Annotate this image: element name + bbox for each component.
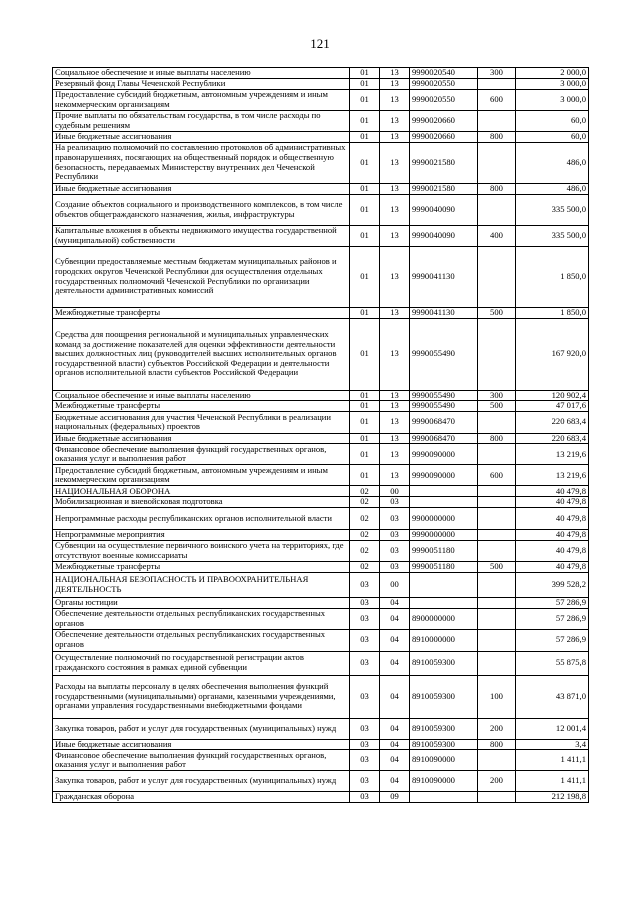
- table-row: [53, 411, 589, 433]
- row-target-article-cell: 9990020660: [410, 111, 478, 132]
- table-row: [53, 132, 589, 143]
- row-amount-cell: 13 219,6: [516, 444, 589, 465]
- row-target-article-cell: 8910090000: [410, 750, 478, 771]
- row-subsection-cell: 03: [380, 540, 410, 561]
- row-expense-type-cell: [478, 497, 516, 508]
- row-expense-type-cell: [478, 486, 516, 497]
- row-amount-cell: 335 500,0: [516, 194, 589, 225]
- row-name-cell: Капитальные вложения в объекты недвижимого имущества государственной (муниципальной) собственности: [53, 225, 350, 246]
- row-amount-cell: 1 850,0: [516, 307, 589, 318]
- row-amount-cell: 40 479,8: [516, 540, 589, 561]
- row-name-cell: Предоставление субсидий бюджетным, автономным учреждениям и иным некоммерческим организациям: [53, 465, 350, 486]
- row-amount-cell: 57 286,9: [516, 608, 589, 629]
- table-row: [53, 486, 589, 497]
- row-expense-type-cell: 200: [478, 718, 516, 739]
- row-name-cell: Финансовое обеспечение выполнения функций государственных органов, оказания услуг и выполнения работ: [53, 444, 350, 465]
- row-amount-cell: 57 286,9: [516, 629, 589, 651]
- row-expense-type-cell: 800: [478, 433, 516, 444]
- row-name-cell: Мобилизационная и вневойсковая подготовка: [53, 497, 350, 508]
- row-subsection-cell: 03: [380, 561, 410, 572]
- row-section-cell: 03: [350, 718, 380, 739]
- table-row: [53, 433, 589, 444]
- row-target-article-cell: 8910059300: [410, 651, 478, 675]
- row-amount-cell: 3,4: [516, 739, 589, 750]
- row-section-cell: 03: [350, 739, 380, 750]
- row-subsection-cell: 13: [380, 444, 410, 465]
- table-row: [53, 194, 589, 225]
- table-row: [53, 142, 589, 183]
- row-section-cell: 01: [350, 411, 380, 433]
- row-section-cell: 01: [350, 111, 380, 132]
- row-name-cell: Социальное обеспечение и иные выплаты населению: [53, 68, 350, 79]
- row-name-cell: НАЦИОНАЛЬНАЯ БЕЗОПАСНОСТЬ И ПРАВООХРАНИТЕЛЬНАЯ ДЕЯТЕЛЬНОСТЬ: [53, 572, 350, 597]
- row-subsection-cell: 13: [380, 111, 410, 132]
- row-amount-cell: 40 479,8: [516, 561, 589, 572]
- row-amount-cell: 3 000,0: [516, 79, 589, 90]
- row-amount-cell: 40 479,8: [516, 497, 589, 508]
- table-row: [53, 90, 589, 111]
- row-section-cell: 02: [350, 529, 380, 540]
- table-row: [53, 79, 589, 90]
- row-target-article-cell: 9990040090: [410, 225, 478, 246]
- row-name-cell: Осуществление полномочий по государственной регистрации актов гражданского состояния в рамках единой субвенции: [53, 651, 350, 675]
- row-target-article-cell: 8910059300: [410, 718, 478, 739]
- table-row: [53, 675, 589, 718]
- row-name-cell: Закупка товаров, работ и услуг для государственных (муниципальных) нужд: [53, 718, 350, 739]
- table-row: [53, 651, 589, 675]
- row-target-article-cell: 9990021580: [410, 142, 478, 183]
- row-section-cell: 02: [350, 486, 380, 497]
- row-section-cell: 03: [350, 608, 380, 629]
- row-subsection-cell: 13: [380, 433, 410, 444]
- row-section-cell: 03: [350, 629, 380, 651]
- row-expense-type-cell: [478, 79, 516, 90]
- row-amount-cell: 55 875,8: [516, 651, 589, 675]
- row-amount-cell: 60,0: [516, 132, 589, 143]
- row-target-article-cell: 8910059300: [410, 675, 478, 718]
- table-row: [53, 111, 589, 132]
- row-section-cell: 03: [350, 771, 380, 792]
- row-subsection-cell: 13: [380, 68, 410, 79]
- row-expense-type-cell: [478, 194, 516, 225]
- table-row: [53, 739, 589, 750]
- row-section-cell: 01: [350, 246, 380, 307]
- row-expense-type-cell: [478, 246, 516, 307]
- row-expense-type-cell: [478, 608, 516, 629]
- row-expense-type-cell: 300: [478, 390, 516, 401]
- row-target-article-cell: 9990021580: [410, 183, 478, 194]
- table-row: [53, 68, 589, 79]
- row-expense-type-cell: 500: [478, 561, 516, 572]
- row-section-cell: 02: [350, 497, 380, 508]
- row-target-article-cell: 9990051180: [410, 540, 478, 561]
- row-section-cell: 03: [350, 792, 380, 803]
- row-name-cell: Расходы на выплаты персоналу в целях обеспечения выполнения функций государственными (муниципальными) органами, казенными учреждениями, органами управления государственными внебюджетными фондами: [53, 675, 350, 718]
- row-name-cell: Создание объектов социального и производственного комплексов, в том числе объектов общегражданского назначения, жилья, инфраструктуры: [53, 194, 350, 225]
- row-amount-cell: 60,0: [516, 111, 589, 132]
- row-target-article-cell: 9990051180: [410, 561, 478, 572]
- row-subsection-cell: 13: [380, 194, 410, 225]
- row-subsection-cell: 03: [380, 529, 410, 540]
- row-expense-type-cell: [478, 507, 516, 529]
- row-target-article-cell: 9990068470: [410, 411, 478, 433]
- budget-table: [52, 67, 589, 803]
- row-subsection-cell: 04: [380, 597, 410, 608]
- row-section-cell: 02: [350, 561, 380, 572]
- table-row: [53, 318, 589, 390]
- row-section-cell: 03: [350, 750, 380, 771]
- row-amount-cell: 1 411,1: [516, 771, 589, 792]
- row-subsection-cell: 13: [380, 142, 410, 183]
- row-expense-type-cell: [478, 411, 516, 433]
- row-subsection-cell: 04: [380, 629, 410, 651]
- row-name-cell: Социальное обеспечение и иные выплаты населению: [53, 390, 350, 401]
- row-target-article-cell: 9990020540: [410, 68, 478, 79]
- row-section-cell: 02: [350, 507, 380, 529]
- row-subsection-cell: 13: [380, 318, 410, 390]
- row-section-cell: 02: [350, 540, 380, 561]
- row-name-cell: Межбюджетные трансферты: [53, 401, 350, 412]
- row-amount-cell: 13 219,6: [516, 465, 589, 486]
- row-section-cell: 01: [350, 444, 380, 465]
- row-subsection-cell: 13: [380, 79, 410, 90]
- row-expense-type-cell: [478, 444, 516, 465]
- row-subsection-cell: 04: [380, 675, 410, 718]
- row-name-cell: Финансовое обеспечение выполнения функций государственных органов, оказания услуг и выполнения работ: [53, 750, 350, 771]
- row-section-cell: 01: [350, 183, 380, 194]
- row-amount-cell: 12 001,4: [516, 718, 589, 739]
- row-amount-cell: 212 198,8: [516, 792, 589, 803]
- row-target-article-cell: 9990041130: [410, 246, 478, 307]
- row-expense-type-cell: 300: [478, 68, 516, 79]
- row-section-cell: 01: [350, 90, 380, 111]
- row-section-cell: 01: [350, 401, 380, 412]
- row-target-article-cell: 9900000000: [410, 507, 478, 529]
- table-row: [53, 572, 589, 597]
- row-target-article-cell: [410, 486, 478, 497]
- row-name-cell: Прочие выплаты по обязательствам государства, в том числе расходы по судебным решениям: [53, 111, 350, 132]
- table-row: [53, 444, 589, 465]
- row-expense-type-cell: 200: [478, 771, 516, 792]
- table-row: [53, 529, 589, 540]
- row-subsection-cell: 00: [380, 572, 410, 597]
- row-amount-cell: 486,0: [516, 142, 589, 183]
- row-expense-type-cell: [478, 792, 516, 803]
- row-target-article-cell: [410, 597, 478, 608]
- row-name-cell: На реализацию полномочий по составлению протоколов об административных правонарушениях, посягающих на общественный порядок и общественную безопасность, передаваемых Министерству внутренних дел Чеченской Республики: [53, 142, 350, 183]
- table-row: [53, 390, 589, 401]
- table-row: [53, 465, 589, 486]
- row-section-cell: 01: [350, 68, 380, 79]
- row-subsection-cell: 13: [380, 307, 410, 318]
- row-name-cell: Субвенции на осуществление первичного воинского учета на территориях, где отсутствуют военные комиссариаты: [53, 540, 350, 561]
- row-subsection-cell: 03: [380, 507, 410, 529]
- table-row: [53, 497, 589, 508]
- row-name-cell: Иные бюджетные ассигнования: [53, 132, 350, 143]
- row-expense-type-cell: 400: [478, 225, 516, 246]
- row-expense-type-cell: [478, 529, 516, 540]
- table-row: [53, 597, 589, 608]
- row-subsection-cell: 13: [380, 411, 410, 433]
- row-name-cell: Субвенции предоставляемые местным бюджетам муниципальных районов и городских округов Чеченской Республики для осуществления отдельных государственных полномочий Чеченской Республики по организации деятельности административных комиссий: [53, 246, 350, 307]
- row-name-cell: Обеспечение деятельности отдельных республиканских государственных органов: [53, 629, 350, 651]
- table-row: [53, 507, 589, 529]
- row-section-cell: 01: [350, 318, 380, 390]
- row-subsection-cell: 04: [380, 750, 410, 771]
- page-number: 121: [310, 36, 330, 51]
- row-target-article-cell: 8910000000: [410, 629, 478, 651]
- row-target-article-cell: 8910059300: [410, 739, 478, 750]
- row-target-article-cell: 9990090000: [410, 465, 478, 486]
- row-section-cell: 01: [350, 225, 380, 246]
- row-subsection-cell: 03: [380, 497, 410, 508]
- row-subsection-cell: 04: [380, 718, 410, 739]
- row-subsection-cell: 13: [380, 183, 410, 194]
- row-amount-cell: 1 411,1: [516, 750, 589, 771]
- row-name-cell: Бюджетные ассигнования для участия Чеченской Республики в реализации национальных (федеральных) проектов: [53, 411, 350, 433]
- row-expense-type-cell: 600: [478, 90, 516, 111]
- row-amount-cell: 2 000,0: [516, 68, 589, 79]
- row-name-cell: Межбюджетные трансферты: [53, 561, 350, 572]
- table-row: [53, 792, 589, 803]
- table-row: [53, 307, 589, 318]
- row-section-cell: 03: [350, 597, 380, 608]
- table-row: [53, 401, 589, 412]
- row-section-cell: 01: [350, 142, 380, 183]
- row-expense-type-cell: 100: [478, 675, 516, 718]
- row-expense-type-cell: [478, 111, 516, 132]
- row-expense-type-cell: 800: [478, 132, 516, 143]
- row-expense-type-cell: [478, 318, 516, 390]
- row-name-cell: Иные бюджетные ассигнования: [53, 433, 350, 444]
- row-subsection-cell: 13: [380, 390, 410, 401]
- row-amount-cell: 40 479,8: [516, 529, 589, 540]
- row-name-cell: Средства для поощрения региональной и муниципальных управленческих команд за достижение показателей для оценки эффективности деятельности высших должностных лиц (руководителей высших исполнительных органов государственной власти) субъектов Российской Федерации и деятельности органов исполнительной власти субъектов Российской Федерации: [53, 318, 350, 390]
- table-row: [53, 183, 589, 194]
- table-row: [53, 561, 589, 572]
- budget-table-body: [53, 68, 589, 803]
- row-amount-cell: 486,0: [516, 183, 589, 194]
- row-target-article-cell: 9990020660: [410, 132, 478, 143]
- row-section-cell: 03: [350, 572, 380, 597]
- row-target-article-cell: 9990055490: [410, 401, 478, 412]
- row-amount-cell: 47 017,6: [516, 401, 589, 412]
- row-subsection-cell: 04: [380, 771, 410, 792]
- row-amount-cell: 120 902,4: [516, 390, 589, 401]
- table-row: [53, 718, 589, 739]
- row-name-cell: Межбюджетные трансферты: [53, 307, 350, 318]
- row-target-article-cell: 9990000000: [410, 529, 478, 540]
- row-expense-type-cell: [478, 750, 516, 771]
- row-expense-type-cell: 800: [478, 183, 516, 194]
- table-row: [53, 629, 589, 651]
- row-name-cell: Обеспечение деятельности отдельных республиканских государственных органов: [53, 608, 350, 629]
- row-section-cell: 01: [350, 194, 380, 225]
- row-subsection-cell: 13: [380, 90, 410, 111]
- row-name-cell: Иные бюджетные ассигнования: [53, 183, 350, 194]
- row-subsection-cell: 04: [380, 739, 410, 750]
- row-subsection-cell: 13: [380, 225, 410, 246]
- row-target-article-cell: 9990055490: [410, 390, 478, 401]
- row-section-cell: 03: [350, 675, 380, 718]
- row-subsection-cell: 00: [380, 486, 410, 497]
- row-expense-type-cell: [478, 597, 516, 608]
- row-name-cell: Непрограммные расходы республиканских органов исполнительной власти: [53, 507, 350, 529]
- row-expense-type-cell: [478, 572, 516, 597]
- row-amount-cell: 40 479,8: [516, 507, 589, 529]
- row-amount-cell: 335 500,0: [516, 225, 589, 246]
- row-subsection-cell: 13: [380, 132, 410, 143]
- row-subsection-cell: 13: [380, 246, 410, 307]
- row-amount-cell: 1 850,0: [516, 246, 589, 307]
- table-row: [53, 750, 589, 771]
- table-row: [53, 246, 589, 307]
- row-target-article-cell: 9990090000: [410, 444, 478, 465]
- row-amount-cell: 167 920,0: [516, 318, 589, 390]
- row-subsection-cell: 09: [380, 792, 410, 803]
- row-section-cell: 01: [350, 79, 380, 90]
- row-expense-type-cell: 500: [478, 307, 516, 318]
- row-target-article-cell: 9990040090: [410, 194, 478, 225]
- row-name-cell: Закупка товаров, работ и услуг для государственных (муниципальных) нужд: [53, 771, 350, 792]
- row-expense-type-cell: [478, 651, 516, 675]
- row-section-cell: 01: [350, 307, 380, 318]
- row-name-cell: Гражданская оборона: [53, 792, 350, 803]
- row-amount-cell: 40 479,8: [516, 486, 589, 497]
- row-name-cell: НАЦИОНАЛЬНАЯ ОБОРОНА: [53, 486, 350, 497]
- row-expense-type-cell: 800: [478, 739, 516, 750]
- row-amount-cell: 57 286,9: [516, 597, 589, 608]
- row-expense-type-cell: 600: [478, 465, 516, 486]
- row-target-article-cell: 8910090000: [410, 771, 478, 792]
- row-amount-cell: 220 683,4: [516, 411, 589, 433]
- row-name-cell: Иные бюджетные ассигнования: [53, 739, 350, 750]
- table-row: [53, 608, 589, 629]
- row-target-article-cell: 8900000000: [410, 608, 478, 629]
- row-target-article-cell: [410, 792, 478, 803]
- row-amount-cell: 43 871,0: [516, 675, 589, 718]
- row-section-cell: 01: [350, 465, 380, 486]
- row-expense-type-cell: [478, 142, 516, 183]
- row-target-article-cell: 9990068470: [410, 433, 478, 444]
- row-subsection-cell: 04: [380, 651, 410, 675]
- row-section-cell: 01: [350, 390, 380, 401]
- table-row: [53, 225, 589, 246]
- row-amount-cell: 3 000,0: [516, 90, 589, 111]
- row-target-article-cell: 9990020550: [410, 90, 478, 111]
- row-target-article-cell: [410, 497, 478, 508]
- row-name-cell: Предоставление субсидий бюджетным, автономным учреждениям и иным некоммерческим организациям: [53, 90, 350, 111]
- row-subsection-cell: 13: [380, 465, 410, 486]
- row-subsection-cell: 04: [380, 608, 410, 629]
- row-amount-cell: 399 528,2: [516, 572, 589, 597]
- table-row: [53, 540, 589, 561]
- row-section-cell: 03: [350, 651, 380, 675]
- row-name-cell: Непрограммные мероприятия: [53, 529, 350, 540]
- row-target-article-cell: [410, 572, 478, 597]
- row-section-cell: 01: [350, 132, 380, 143]
- row-target-article-cell: 9990020550: [410, 79, 478, 90]
- row-target-article-cell: 9990055490: [410, 318, 478, 390]
- row-subsection-cell: 13: [380, 401, 410, 412]
- row-amount-cell: 220 683,4: [516, 433, 589, 444]
- row-name-cell: Резервный фонд Главы Чеченской Республики: [53, 79, 350, 90]
- row-name-cell: Органы юстиции: [53, 597, 350, 608]
- row-expense-type-cell: 500: [478, 401, 516, 412]
- row-expense-type-cell: [478, 540, 516, 561]
- row-expense-type-cell: [478, 629, 516, 651]
- row-target-article-cell: 9990041130: [410, 307, 478, 318]
- row-section-cell: 01: [350, 433, 380, 444]
- table-row: [53, 771, 589, 792]
